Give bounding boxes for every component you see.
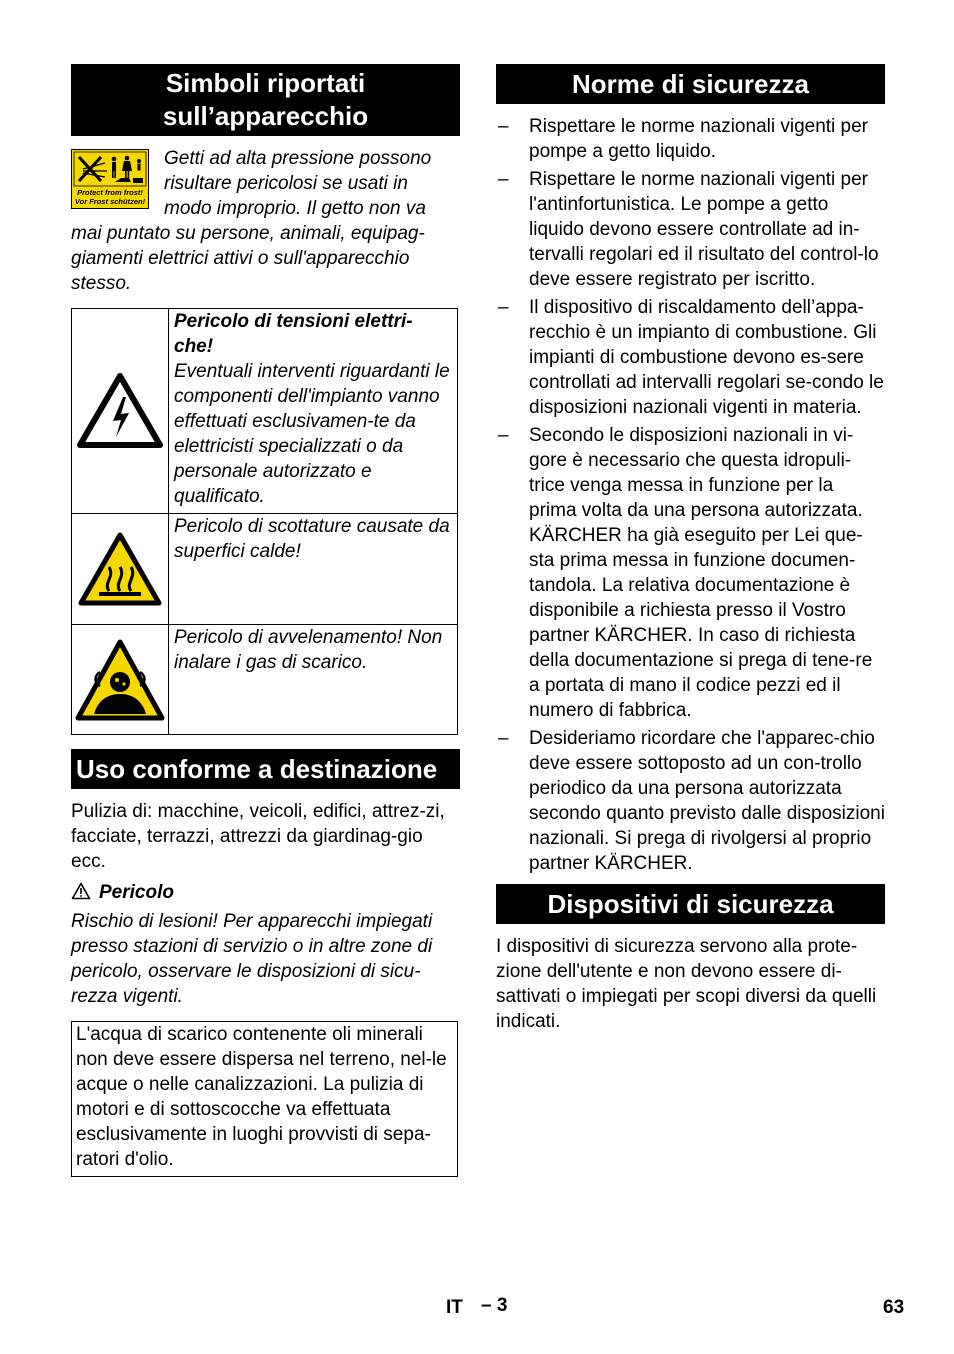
warning-row — [72, 514, 458, 625]
symbols-heading-line1: Simboli riportati — [165, 68, 366, 98]
warning-row — [72, 625, 458, 735]
electric-hazard-icon — [77, 373, 163, 449]
symbols-text: Getti ad alta pressione possono risultare pericolosi se usati in modo improprio. Il getto non va mai puntato su persone, animali, equipag-giamenti elettrici attivi o sull'apparecchio stesso. — [71, 148, 432, 294]
dash-marker: – — [498, 169, 509, 190]
symbols-heading — [71, 64, 460, 136]
dash-marker: – — [498, 425, 509, 446]
warning-icon-cell — [72, 514, 169, 625]
dash-marker: – — [498, 297, 509, 318]
frost-label-line2: Vor Frost schützen! — [74, 197, 146, 206]
hot-surface-warning-text: Pericolo di scottature causate da superfici calde! — [174, 516, 450, 562]
use-text: Pulizia di: macchine, veicoli, edifici, attrez-zi, facciate, terrazzi, attrezzi da giardinag-gio ecc. — [71, 801, 445, 872]
warning-row — [72, 309, 458, 514]
footer-language: IT — [446, 1297, 463, 1318]
hot-surface-icon — [77, 531, 163, 607]
warning-text-cell — [169, 625, 458, 735]
electric-warning-title: Pericolo di tensioni elettri-che! — [174, 311, 413, 357]
warning-icon-cell — [72, 309, 169, 514]
use-heading: Uso conforme a destinazione — [71, 749, 460, 789]
devices-heading: Dispositivi di sicurezza — [496, 884, 885, 924]
warning-triangle-icon — [71, 882, 91, 900]
norms-list — [496, 114, 885, 876]
dash-marker: – — [498, 728, 509, 749]
norms-heading: Norme di sicurezza — [496, 64, 885, 104]
list-item — [496, 423, 885, 723]
devices-text: I dispositivi di sicurezza servono alla prote-zione dell'utente e non devono essere di-sattivati o impiegati per scopi diversi da quelli indicati. — [496, 936, 877, 1032]
danger-title: Pericolo — [99, 882, 174, 903]
symbols-heading-line2: sull’apparecchio — [162, 101, 369, 131]
high-pressure-jet-warning-icon — [71, 149, 149, 209]
danger-title-row — [71, 880, 460, 905]
warning-text-cell — [169, 309, 458, 514]
list-item-text: Rispettare le norme nazionali vigenti per pompe a getto liquido. — [529, 116, 869, 162]
list-item-text: Il dispositivo di riscaldamento dell’appa-recchio è un impianto di combustione. Gli impianti di combustione devono es-sere controllati ad intervalli regolari se-condo le disposizioni nazionali vigenti in materia. — [529, 297, 884, 418]
list-item — [496, 114, 885, 164]
symbols-paragraph — [71, 146, 460, 296]
list-item-text: Secondo le disposizioni nazionali in vi-gore è necessario che questa idropuli-trice venga messa in funzione per la prima volta da una persona autorizzata. KÄRCHER ha già eseguito per Lei que-sta prima messa in funzione documen-tandola. La relativa documentazione è disponibile a richiesta presso il Vostro partner KÄRCHER. In caso di richiesta della documentazione si prega di tene-re a portata di mano il codice pezzi ed il numero di fabbrica. — [529, 425, 873, 721]
toxic-warning-text: Pericolo di avvelenamento! Non inalare i gas di scarico. — [174, 627, 443, 673]
right-column — [496, 64, 885, 1034]
dash-marker: – — [498, 116, 509, 137]
frost-label-line1: Protect from frost! — [77, 188, 143, 197]
list-item — [496, 726, 885, 876]
left-column — [71, 64, 460, 1177]
list-item — [496, 295, 885, 420]
toxic-gas-icon — [74, 638, 166, 722]
footer-page-number: 63 — [883, 1297, 905, 1318]
list-item-text: Rispettare le norme nazionali vigenti per l'antinfortunistica. Le pompe a getto liquido devono essere controllate ad in-tervalli regolari ed il risultato del control-lo deve essere registrato per iscritto. — [529, 169, 879, 290]
oil-separator-notice: L'acqua di scarico contenente oli minerali non deve essere dispersa nel terreno, nel-le acque o nelle canalizzazioni. La pulizia di motori e di sottoscocche va effettuata esclusivamente in luoghi provvisti di sepa-ratori d'olio. — [71, 1021, 458, 1177]
list-item — [496, 167, 885, 292]
electric-warning-text: Eventuali interventi riguardanti le componenti dell'impianto vanno effettuati esclusivamen-te da elettricisti specializzati o da personale autorizzato e qualificato. — [174, 361, 450, 507]
warning-icon-cell — [72, 625, 169, 735]
warning-text-cell — [169, 514, 458, 625]
footer-local-page: – 3 — [481, 1295, 508, 1316]
list-item-text: Desideriamo ricordare che l'apparec-chio deve essere sottoposto ad un con-trollo periodico da una persona autorizzata secondo quanto previsto dalle disposizioni nazionali. Si prega di rivolgersi al proprio partner KÄRCHER. — [529, 728, 885, 874]
warning-table — [71, 308, 458, 735]
danger-text: Rischio di lesioni! Per apparecchi impiegati presso stazioni di servizio o in altre zone di pericolo, osservare le disposizioni di sicu-rezza vigenti. — [71, 911, 433, 1007]
